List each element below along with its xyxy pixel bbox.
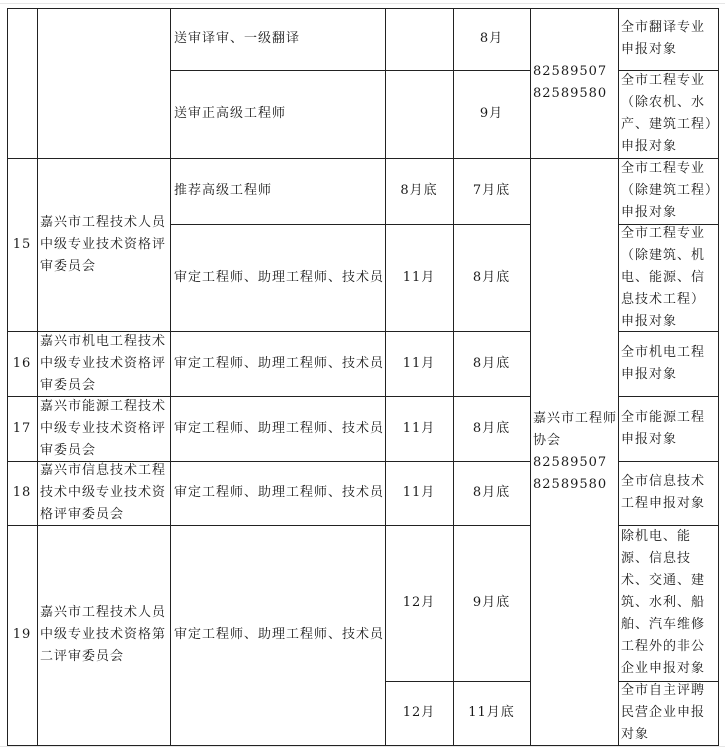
month-text: 12月 <box>402 705 436 720</box>
item-text: 审定工程师、助理工程师、技术员 <box>174 269 385 285</box>
row-number-text: 16 <box>12 355 32 371</box>
deadline-text: 7月底 <box>472 183 511 198</box>
scope-cell <box>618 461 718 525</box>
committee-text: 嘉兴市工程技术人员中级专业技术资格第二评审委员会 <box>40 605 167 664</box>
row-number-text: 15 <box>12 236 32 252</box>
scope-text: 除机电、能源、信息技术、交通、建筑、水利、船舶、汽车维修工程外的非公企业申报对象 <box>621 529 706 676</box>
row-number-text: 19 <box>12 627 32 642</box>
month-cell <box>385 396 453 461</box>
contact-phone: 82589507 <box>533 64 608 79</box>
row-number <box>7 158 37 331</box>
contact-phone: 82589507 <box>533 454 608 470</box>
month-cell <box>385 525 453 681</box>
item-cell <box>170 224 385 331</box>
deadline-cell <box>453 70 530 158</box>
contact-cell <box>530 158 618 745</box>
scope-cell <box>618 224 718 331</box>
deadline-cell <box>453 158 530 224</box>
committee-cell <box>37 396 170 461</box>
month-cell <box>385 158 453 224</box>
month-text: 11月 <box>402 485 436 500</box>
item-text: 审定工程师、助理工程师、技术员 <box>174 485 385 500</box>
committee-cell <box>37 331 170 396</box>
item-text: 推荐高级工程师 <box>174 183 273 198</box>
item-cell <box>170 331 385 396</box>
row-number-text: 17 <box>12 420 32 436</box>
scope-text: 全市自主评聘民营企业申报对象 <box>621 683 706 742</box>
table-border-right <box>718 8 719 746</box>
deadline-text: 8月底 <box>472 269 511 285</box>
scope-text: 全市翻译专业申报对象 <box>621 20 706 57</box>
deadline-cell <box>453 224 530 331</box>
scope-text: 全市工程专业（除建筑、机电、能源、信息技术工程）申报对象 <box>621 225 706 329</box>
scope-cell <box>618 8 718 70</box>
month-text: 8月底 <box>400 183 438 198</box>
top-guide-line <box>0 3 725 4</box>
scope-cell <box>618 331 718 396</box>
row-number-text: 18 <box>12 485 32 500</box>
committee-cell <box>37 461 170 525</box>
deadline-text: 8月 <box>479 31 504 46</box>
row-number <box>7 331 37 396</box>
committee-text: 嘉兴市信息技术工程技术中级专业技术资格评审委员会 <box>40 463 167 522</box>
scope-text: 全市工程专业（除建筑工程）申报对象 <box>621 161 713 220</box>
deadline-cell <box>453 396 530 461</box>
bottom-guide-line <box>0 746 725 747</box>
scope-text: 全市信息技术工程申报对象 <box>621 474 706 511</box>
scope-cell <box>618 158 718 224</box>
item-cell <box>170 70 385 158</box>
scope-cell <box>618 70 718 158</box>
month-cell <box>385 461 453 525</box>
month-text: 11月 <box>402 420 436 436</box>
deadline-text: 11月底 <box>468 705 515 720</box>
item-cell <box>170 525 385 745</box>
scope-cell <box>618 681 718 745</box>
scope-cell <box>618 525 718 681</box>
deadline-text: 8月底 <box>472 355 511 371</box>
month-cell <box>385 224 453 331</box>
row-number <box>7 525 37 745</box>
committee-text: 嘉兴市工程技术人员中级专业技术资格评审委员会 <box>40 214 167 274</box>
month-text: 11月 <box>402 355 436 371</box>
item-text: 审定工程师、助理工程师、技术员 <box>174 355 385 371</box>
row-number <box>7 396 37 461</box>
month-cell <box>385 331 453 396</box>
deadline-cell <box>453 681 530 745</box>
row-number <box>7 461 37 525</box>
scope-cell <box>618 396 718 461</box>
contact-phone: 82589580 <box>533 476 608 492</box>
deadline-cell <box>453 331 530 396</box>
item-text: 送审译审、一级翻译 <box>174 31 301 46</box>
deadline-cell <box>453 461 530 525</box>
deadline-text: 9月 <box>479 106 504 121</box>
item-cell <box>170 8 385 70</box>
deadline-cell <box>453 8 530 70</box>
item-text: 审定工程师、助理工程师、技术员 <box>174 420 385 436</box>
item-text: 送审正高级工程师 <box>174 106 287 121</box>
contact-org: 嘉兴市工程师协会 <box>533 410 618 448</box>
committee-cell <box>37 525 170 745</box>
deadline-text: 8月底 <box>472 420 511 436</box>
deadline-text: 9月底 <box>472 595 511 610</box>
scope-text: 全市能源工程申报对象 <box>621 409 706 447</box>
item-text: 审定工程师、助理工程师、技术员 <box>174 627 385 642</box>
contact-phone: 82589580 <box>533 86 608 101</box>
committee-text: 嘉兴市机电工程技术中级专业技术资格评审委员会 <box>40 333 167 393</box>
month-text: 11月 <box>402 269 436 285</box>
deadline-text: 8月底 <box>472 485 511 500</box>
deadline-cell <box>453 525 530 681</box>
scope-text: 全市工程专业（除农机、水产、建筑工程）申报对象 <box>621 73 713 154</box>
month-cell <box>385 681 453 745</box>
contact-cell <box>530 8 618 158</box>
scope-text: 全市机电工程申报对象 <box>621 344 706 382</box>
item-cell <box>170 396 385 461</box>
committee-cell <box>37 158 170 331</box>
committee-text: 嘉兴市能源工程技术中级专业技术资格评审委员会 <box>40 398 167 458</box>
item-cell <box>170 158 385 224</box>
item-cell <box>170 461 385 525</box>
month-text: 12月 <box>402 595 436 610</box>
table-border-bottom <box>7 745 719 746</box>
